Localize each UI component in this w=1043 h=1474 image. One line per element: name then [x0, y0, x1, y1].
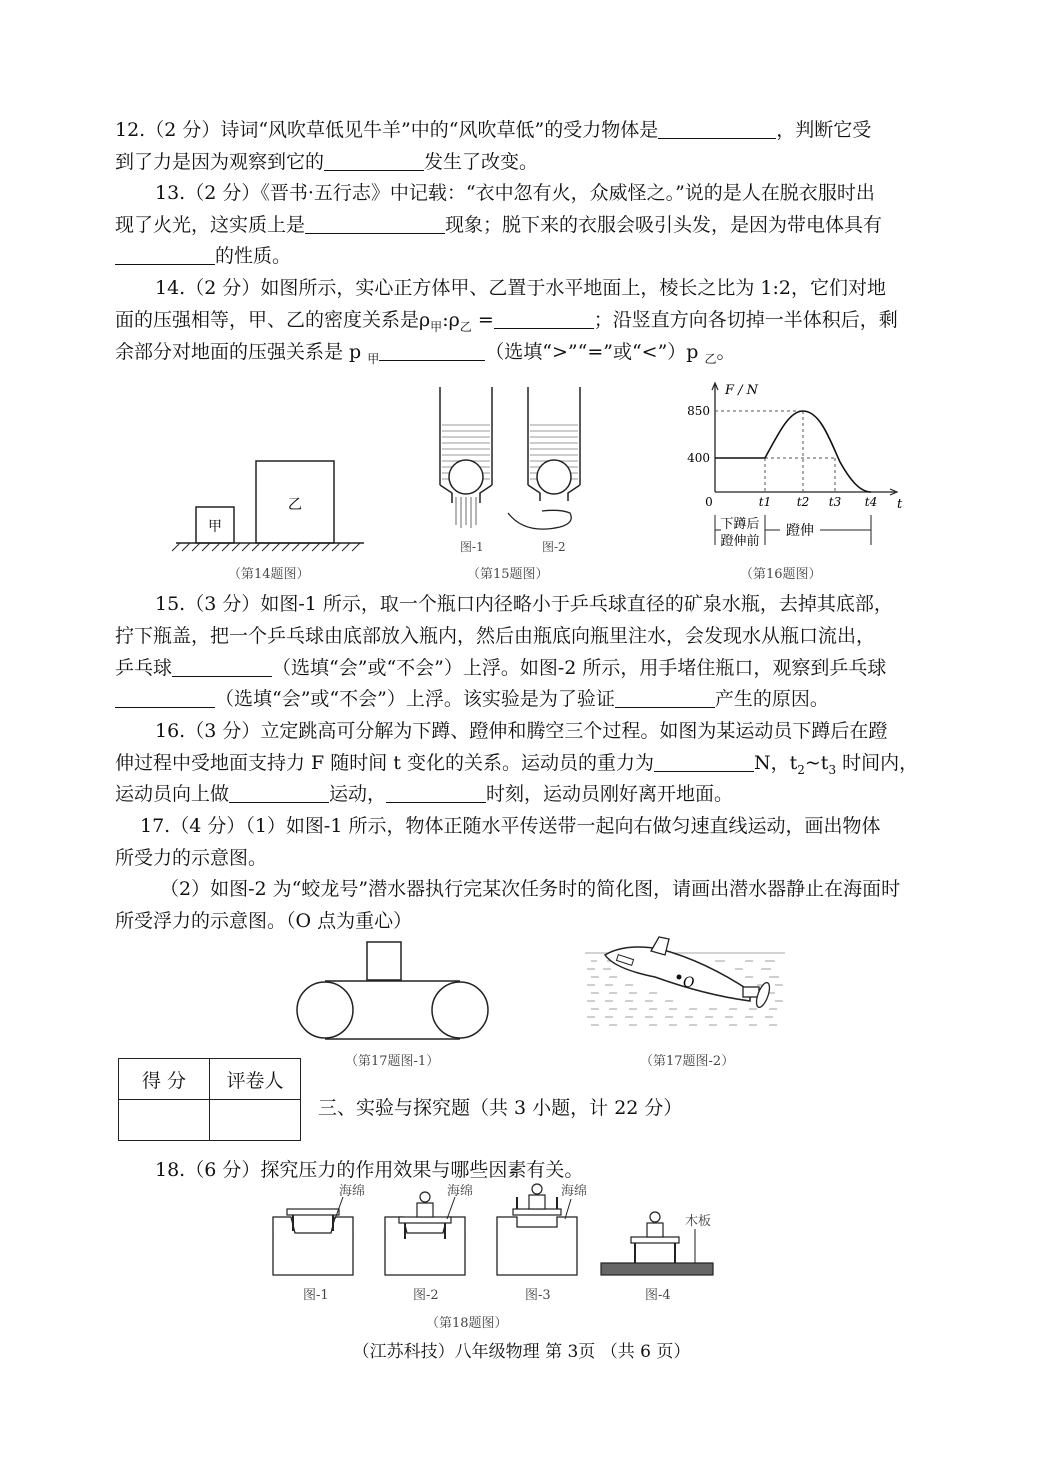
answer-blank[interactable] [494, 310, 594, 329]
phase-label-push: 蹬伸 [786, 523, 814, 539]
bottle-2 [508, 387, 580, 529]
q13-line3: 的性质。 [115, 244, 291, 268]
answer-blank[interactable] [386, 784, 486, 803]
roller-left [297, 982, 353, 1038]
q15-line3: 乒乓球 （选填“会”或“不会”）上浮。如图-2 所示，用手堵住瓶口，观察到乒乓球 [115, 657, 887, 679]
figure-14 [170, 455, 370, 555]
fig18-setup-4 [601, 1212, 713, 1303]
sponge-label: 海绵 [447, 1184, 474, 1199]
answer-blank[interactable] [115, 689, 215, 708]
fig18-label-1: 图-1 [303, 1288, 329, 1303]
bottle-1 [440, 387, 492, 528]
score-cell[interactable] [119, 1100, 210, 1141]
sponge-label: 海绵 [339, 1184, 366, 1199]
fig18-setup-3 [497, 1184, 587, 1303]
answer-blank[interactable] [115, 246, 215, 265]
y-tick-400: 400 [687, 451, 710, 465]
figure-18-caption: （第18题图） [426, 1316, 508, 1331]
weight-icon [417, 1203, 433, 1217]
cube-jia-label: 甲 [208, 519, 222, 535]
figure-17-2 [585, 935, 785, 1045]
q17-line3: （2）如图-2 为“蛟龙号”潜水器执行完某次任务时的简化图，请画出潜水器静止在海面时 [160, 878, 901, 900]
figure-18 [265, 1183, 720, 1308]
q14-line1: 14.（2 分）如图所示，实心正方体甲、乙置于水平地面上，棱长之比为 1:2，它们对地 [155, 277, 886, 299]
phase-label-before-b: 蹬伸前 [720, 534, 760, 549]
ground-hatch [172, 543, 360, 551]
q16-line1: 16.（3 分）立定跳高可分解为下蹲、蹬伸和腾空三个过程。如图为某运动员下蹲后在蹬 [155, 720, 888, 742]
fig18-label-4: 图-4 [645, 1288, 671, 1303]
answer-blank[interactable] [379, 342, 485, 361]
weight-icon [647, 1223, 663, 1237]
figure-15-caption: （第15题图） [467, 567, 549, 582]
roller-right [432, 982, 488, 1038]
force-curve [715, 411, 871, 492]
score-table [118, 1058, 301, 1141]
cube-yi-label: 乙 [288, 497, 302, 513]
answer-blank[interactable] [229, 784, 329, 803]
guide-lines [715, 411, 835, 492]
figure-14-caption: （第14题图） [228, 567, 310, 582]
page-footer: （江苏科技）八年级物理 第 3页 （共 6 页） [352, 1342, 691, 1362]
q15-line1: 15.（3 分）如图-1 所示，取一个瓶口内径略小于乒乓球直径的矿泉水瓶，去掉其底部， [155, 593, 893, 615]
x-tick-t4: t4 [864, 495, 878, 509]
weight-icon [529, 1195, 545, 1209]
x-tick-t1: t1 [758, 495, 772, 509]
y-axis-label: F / N [725, 383, 759, 398]
grader-cell[interactable] [210, 1100, 301, 1141]
answer-blank[interactable] [172, 658, 272, 677]
y-tick-850: 850 [687, 404, 710, 418]
fig18-label-3: 图-3 [525, 1288, 551, 1303]
x-tick-t3: t3 [828, 495, 842, 509]
q16-line2: 伸过程中受地面支持力 F 随时间 t 变化的关系。运动员的重力为 N，$t_2\sim t_3$ 时间内， [115, 752, 919, 777]
q13-line1: 13.（2 分）《晋书·五行志》中记载：“衣中忽有火，众威怪之。”说的是人在脱衣服时出 [155, 182, 875, 204]
answer-blank[interactable] [658, 120, 776, 139]
q12-line1: 12.（2 分）诗词“风吹草低见牛羊”中的“风吹草低”的受力物体是 ，判断它受 [115, 119, 872, 141]
q17-line4: 所受浮力的示意图。（O 点为重心） [115, 910, 413, 932]
figure-16-chart [685, 380, 905, 558]
figure-17-1-caption: （第17题图-1） [345, 1054, 440, 1069]
x-axis-label: t [897, 497, 903, 512]
object-block [367, 942, 401, 980]
q15-line2: 拧下瓶盖，把一个乒乓球由底部放入瓶内，然后由瓶底向瓶里注水，会发现水从瓶口流出， [115, 625, 876, 647]
phase-label-before-a: 下蹲后 [720, 517, 760, 532]
q12-line2: 到了力是因为观察到它的 发生了改变。 [115, 151, 539, 173]
figure-16-caption: （第16题图） [740, 567, 822, 582]
figure-15-label-2: 图-2 [542, 540, 566, 554]
ping-pong-ball [537, 460, 571, 494]
figure-15-label-1: 图-1 [460, 540, 484, 554]
q15-line4: （选填“会”或“不会”）上浮。该实验是为了验证 产生的原因。 [115, 687, 829, 711]
answer-blank[interactable] [654, 753, 754, 772]
answer-blank[interactable] [305, 215, 445, 234]
q17-line2: 所受力的示意图。 [115, 847, 268, 869]
wood-board [601, 1263, 713, 1275]
center-label: O [683, 975, 695, 991]
q14-line2: 面的压强相等，甲、乙的密度关系是$\rho_甲:\rho_乙$ = ；沿竖直方向各切掉一半体积后，剩 [115, 309, 898, 334]
center-of-gravity [677, 975, 682, 980]
score-header: 得 分 [119, 1059, 210, 1100]
fig18-setup-2 [385, 1184, 473, 1303]
q16-line3: 运动员向上做 运动， 时刻，运动员刚好离开地面。 [115, 783, 734, 805]
q17-line1: 17.（4 分）（1）如图-1 所示，物体正随水平传送带一起向右做匀速直线运动，画出物体 [140, 815, 881, 837]
figure-15 [430, 385, 590, 560]
q18-line1: 18.（6 分）探究压力的作用效果与哪些因素有关。 [155, 1159, 584, 1181]
section-3-title: 三、实验与探究题（共 3 小题，计 22 分） [318, 1097, 683, 1119]
submarine-fin [651, 937, 669, 955]
fig18-label-2: 图-2 [413, 1288, 439, 1303]
grader-header: 评卷人 [210, 1059, 301, 1100]
q13-line2: 现了火光，这实质上是 现象；脱下来的衣服会吸引头发，是因为带电体具有 [115, 214, 883, 236]
submarine-hull [605, 947, 750, 1001]
x-tick-t2: t2 [796, 495, 810, 509]
fig18-setup-1 [273, 1184, 365, 1303]
answer-blank[interactable] [615, 689, 715, 708]
origin-label: 0 [705, 495, 713, 509]
figure-17-1 [295, 940, 495, 1045]
sponge-label: 海绵 [561, 1184, 588, 1199]
ping-pong-ball [449, 460, 483, 494]
answer-blank[interactable] [324, 152, 424, 171]
q14-line3: 余部分对地面的压强关系是 p $_甲$ （选填“>”“=”或“<”）p $_乙$。 [115, 341, 736, 366]
hand-icon [508, 510, 571, 529]
figure-17-2-caption: （第17题图-2） [640, 1054, 735, 1069]
board-label: 木板 [685, 1214, 712, 1229]
submarine-tail [743, 987, 759, 997]
